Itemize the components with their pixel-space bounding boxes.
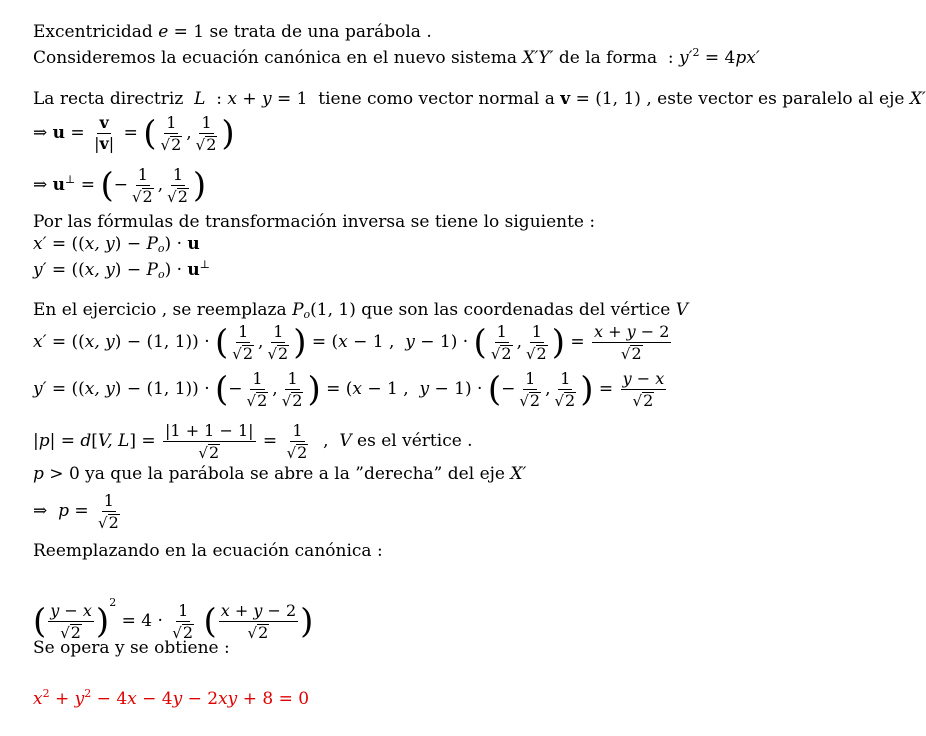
line-p-distance: |p| = d[V, L] = |1 + 1 − 1| √ 2 = 1 √ 2 , V es el vértice . — [33, 420, 473, 462]
line-final-equation: $x^2 + y^2 - 4x - 4y - 2xy + 8 = 0$ — [33, 687, 310, 709]
line-unit-vector-u: ⇒ u = $\frac{v}{|v|}$ = ( 1 √ 2 , 1 √ 2 ) — [33, 112, 235, 154]
line-y-prime-result: y′ = ((x, y) − (1, 1)) · (− 1 √ 2 , 1 √ 2 ) = (x − 1 , y − 1) · (− 1 √ 2 , 1 √ 2 ) = y − x √ 2 — [33, 368, 665, 410]
line-x-prime-result: x′ = ((x, y) − (1, 1)) · ( 1 √ 2 , 1 √ 2 ) = (x − 1 , y − 1) · ( 1 √ 2 , 1 √ 2 ) = x + y − 2 √ 2 — [33, 321, 670, 363]
line-p-value: ⇒ p = 1 √ 2 — [33, 490, 119, 532]
line-vertex-substitution: En el ejercicio , se reemplaza $P_o(1$, 1) que son las coordenadas del vértice V — [33, 300, 688, 321]
line-replace-canonical: Reemplazando en la ecuación canónica : — [33, 541, 383, 561]
line-unit-vector-u-perp: ⇒ u⊥ = (− 1 √ 2 , 1 √ 2 ) — [33, 164, 207, 206]
line-x-prime-formula: x′ = ((x, $y) - P_o) \cdot u$ — [33, 234, 200, 255]
line-substituted-equation: ( y − x √ 2 )$^2$ = 4 · 1 √ 2 ( x + y − 2 √ 2 ) — [33, 596, 314, 642]
line-directrix: La recta directriz L : x + y = 1 tiene como vector normal a v = (1, 1) , este vector es paralelo al eje X′ — [33, 89, 926, 109]
line-canonical-equation: Consideremos la ecuación canónica en el nuevo sistema X′Y′ de la forma : $y'^2 = 4px'$ — [33, 46, 760, 68]
line-y-prime-formula: y′ = ((x, $y) - P_o) \cdot u^\perp$ — [33, 258, 211, 281]
line-inverse-transform: Por las fórmulas de transformación inversa se tiene lo siguiente : — [33, 212, 596, 232]
line-p-positive: p > 0 ya que la parábola se abre a la ”derecha” del eje X′ — [33, 464, 527, 484]
line-operate: Se opera y se obtiene : — [33, 638, 230, 658]
line-eccentricity: Excentricidad e = 1 se trata de una parábola . — [33, 22, 432, 42]
